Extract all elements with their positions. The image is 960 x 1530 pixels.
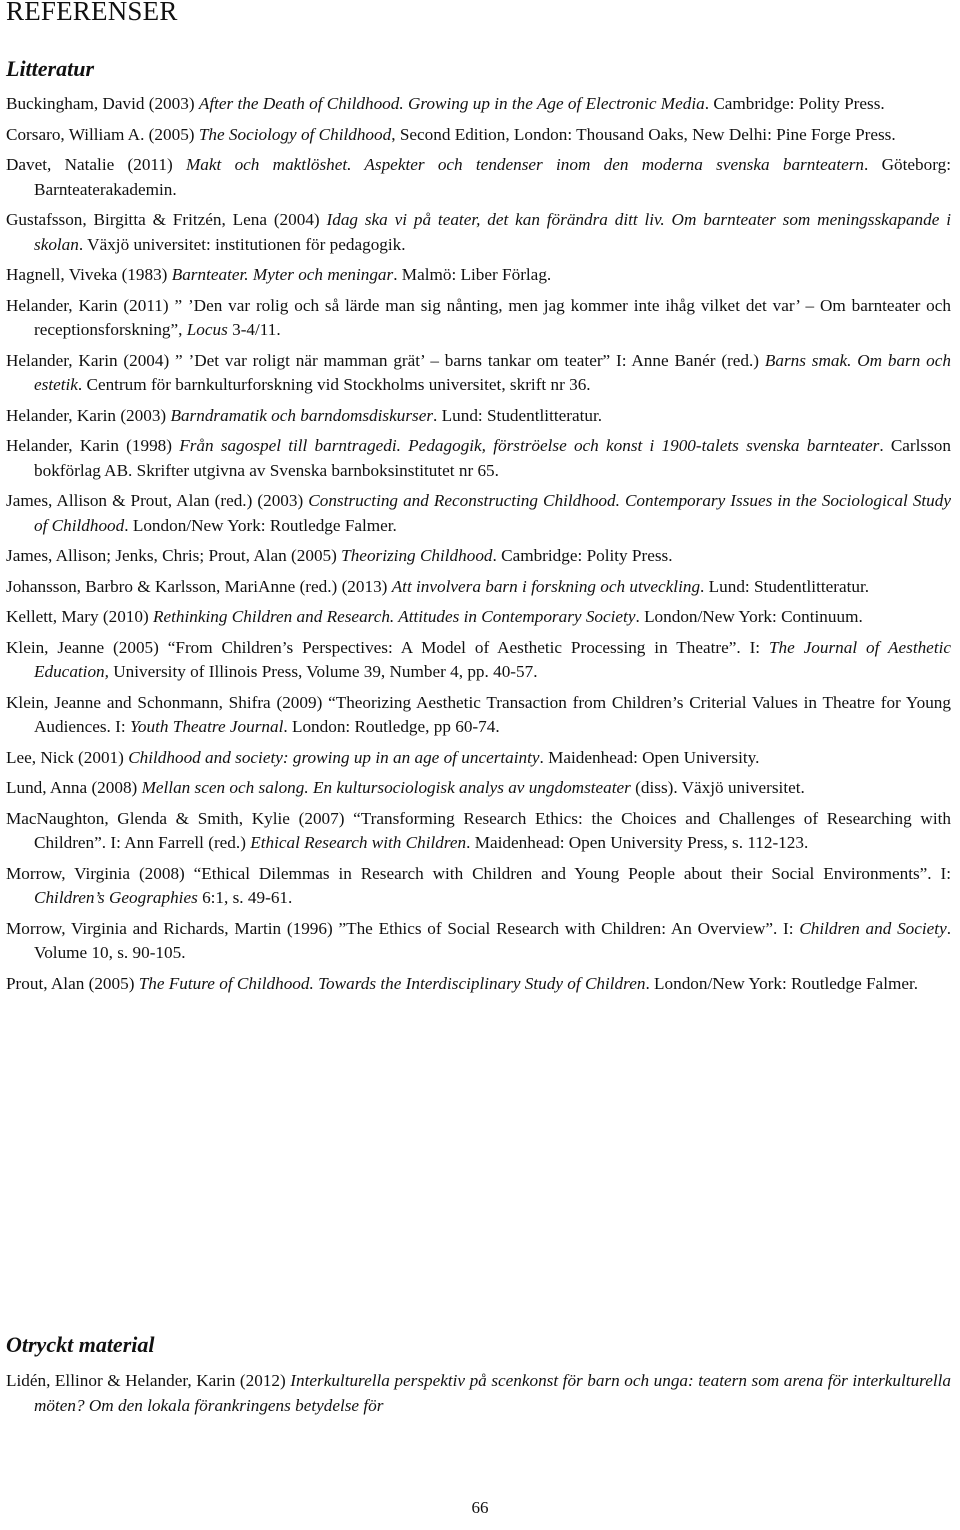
reference-entry	[6, 776, 951, 801]
reference-title-segment: The Sociology of Childhood	[198, 124, 392, 144]
reference-text-segment: Lidén, Ellinor & Helander, Karin (2012)	[6, 1371, 291, 1390]
reference-text-segment: Hagnell, Viveka (1983)	[6, 265, 172, 284]
reference-entry	[6, 605, 951, 630]
reference-entry	[6, 636, 951, 685]
reference-title-segment: The Future of Childhood. Towards the Interdisciplinary Study of Children	[138, 973, 646, 993]
reference-title-segment: Från sagospel till barntragedi. Pedagogik, förströelse och konst i 1900-talets svenska barnteater	[179, 436, 880, 455]
reference-entry	[6, 862, 951, 911]
reference-text-segment: . Maidenhead: Open University Press, s. 112-123.	[466, 833, 809, 852]
reference-text-segment: Johansson, Barbro & Karlsson, MariAnne (red.) (2013)	[6, 576, 392, 596]
reference-text-segment: Klein, Jeanne and Schonmann, Shifra (2009) “Theorizing Aesthetic Transaction from Children’s Criterial Values in Theatre for Young Audiences. I:	[6, 692, 951, 736]
reference-text-segment: Helander, Karin (2003)	[6, 405, 171, 425]
reference-entry	[6, 807, 951, 856]
reference-text-segment: . Cambridge: Polity Press.	[704, 94, 885, 113]
page-title: REFERENSER	[6, 0, 178, 26]
reference-title-segment: Constructing and Reconstructing Childhood. Contemporary Issues in the Sociological Study of Childhood	[34, 491, 951, 535]
reference-title-segment: Barnteater. Myter och meningar	[171, 265, 394, 284]
reference-title-segment: The Journal of Aesthetic Education,	[34, 637, 951, 681]
reference-text-segment: Helander, Karin (2004) ” ’Det var roligt när mamman grät’ – barns tankar om teater” I: Anne Banér (red.)	[6, 350, 765, 370]
reference-title-segment: Interkulturella perspektiv på scenkonst för barn och unga: teatern som arena för interkulturella möten? Om den lokala förankringens betydelse för	[34, 1371, 951, 1415]
reference-text-segment: . London/New York: Continuum.	[635, 607, 863, 626]
reference-text-segment: Corsaro, William A. (2005)	[6, 124, 199, 144]
reference-text-segment: Lund, Anna (2008)	[6, 778, 142, 797]
reference-text-segment: . Växjö universitet: institutionen för pedagogik.	[78, 234, 406, 254]
reference-entry	[6, 972, 951, 997]
reference-entry	[6, 489, 951, 538]
reference-entry	[6, 92, 951, 117]
reference-title-segment: Youth Theatre Journal	[129, 717, 284, 736]
reference-entry	[6, 208, 951, 257]
reference-text-segment: (diss). Växjö universitet.	[630, 778, 805, 797]
reference-entry	[6, 544, 951, 569]
reference-title-segment: Att involvera barn i forskning och utveckling	[391, 576, 701, 596]
reference-title-segment: Children’s Geographies	[34, 888, 198, 907]
reference-title-segment: After the Death of Childhood. Growing up in the Age of Electronic Media	[198, 94, 705, 113]
reference-text-segment: Buckingham, David (2003)	[6, 94, 199, 113]
reference-text-segment: Lee, Nick (2001)	[6, 747, 129, 767]
reference-title-segment: Mellan scen och salong. En kultursociologisk analys av ungdomsteater	[141, 778, 631, 797]
reference-text-segment: MacNaughton, Glenda & Smith, Kylie (2007) “Transforming Research Ethics: the Choices and Challenges of Researching with Children”. I: Ann Farrell (red.)	[6, 808, 951, 852]
reference-text-segment: . London: Routledge, pp 60-74.	[283, 717, 500, 736]
reference-entry	[6, 575, 951, 600]
reference-text-segment: Klein, Jeanne (2005) “From Children’s Perspectives: A Model of Aesthetic Processing in Theatre”. I:	[6, 637, 769, 657]
reference-text-segment: James, Allison & Prout, Alan (red.) (2003)	[6, 491, 309, 510]
reference-title-segment: Rethinking Children and Research. Attitudes in Contemporary Society	[153, 607, 636, 626]
reference-text-segment: Davet, Natalie (2011)	[6, 155, 186, 174]
reference-entry	[6, 294, 951, 343]
reference-text-segment: Prout, Alan (2005)	[6, 973, 139, 993]
reference-title-segment: Locus	[186, 320, 228, 339]
reference-entry	[6, 1369, 951, 1418]
reference-text-segment: . Malmö: Liber Förlag.	[393, 265, 552, 284]
reference-entry	[6, 746, 951, 771]
reference-text-segment: . Göteborg: Barnteaterakademin.	[34, 155, 951, 199]
reference-text-segment: Helander, Karin (2011) ” ’Den var rolig och så lärde man sig nånting, men jag kommer inte ihåg vilket det var’ – Om barnteater och receptionsforskning”,	[6, 295, 951, 339]
reference-list-otryckt	[6, 1369, 951, 1424]
reference-text-segment: . Centrum för barnkulturforskning vid Stockholms universitet, skrift nr 36.	[77, 375, 591, 394]
reference-text-segment: Gustafsson, Birgitta & Fritzén, Lena (2004)	[6, 210, 327, 229]
reference-text-segment: , Second Edition, London: Thousand Oaks, New Delhi: Pine Forge Press.	[391, 124, 896, 144]
reference-list-litteratur	[6, 92, 951, 1002]
reference-text-segment: Morrow, Virginia and Richards, Martin (1996) ”The Ethics of Social Research with Children: An Overview”. I:	[6, 918, 800, 938]
reference-title-segment: Barndramatik och barndomsdiskurser	[170, 405, 434, 425]
reference-entry	[6, 123, 951, 148]
reference-entry	[6, 404, 951, 429]
reference-title-segment: Childhood and society: growing up in an age of uncertainty	[128, 747, 540, 767]
reference-title-segment: Makt och maktlöshet. Aspekter och tendenser inom den moderna svenska barnteatern	[185, 155, 865, 174]
reference-text-segment: Helander, Karin (1998)	[6, 436, 180, 455]
reference-text-segment: Morrow, Virginia (2008) “Ethical Dilemmas in Research with Children and Young People about their Social Environments”. I:	[6, 863, 951, 883]
reference-title-segment: Barns smak. Om barn och estetik	[34, 350, 951, 394]
reference-title-segment: Children and Society	[799, 918, 947, 938]
reference-text-segment: 3-4/11.	[227, 320, 281, 339]
reference-entry	[6, 691, 951, 740]
reference-entry	[6, 263, 951, 288]
reference-text-segment: . Lund: Studentlitteratur.	[700, 576, 870, 596]
reference-text-segment: . Cambridge: Polity Press.	[492, 546, 673, 565]
reference-text-segment: . Carlsson bokförlag AB. Skrifter utgivna av Svenska barnboksinstitutet nr 65.	[34, 436, 951, 480]
reference-text-segment: . London/New York: Routledge Falmer.	[645, 973, 919, 993]
section-heading-otryckt: Otryckt material	[6, 1332, 155, 1357]
reference-text-segment: University of Illinois Press, Volume 39, Number 4, pp. 40-57.	[108, 662, 538, 681]
reference-title-segment: Ethical Research with Children	[250, 833, 467, 852]
section-heading-litteratur: Litteratur	[6, 56, 95, 81]
reference-text-segment: James, Allison; Jenks, Chris; Prout, Alan (2005)	[6, 546, 342, 565]
reference-entry	[6, 434, 951, 483]
reference-text-segment: Kellett, Mary (2010)	[6, 607, 154, 626]
reference-text-segment: . Lund: Studentlitteratur.	[433, 405, 603, 425]
reference-title-segment: Theorizing Childhood	[341, 546, 493, 565]
reference-entry	[6, 349, 951, 398]
reference-title-segment: Idag ska vi på teater, det kan förändra ditt liv. Om barnteater som meningsskapande i skolan	[34, 210, 952, 254]
page-number: 66	[471, 1498, 489, 1517]
reference-entry	[6, 153, 951, 202]
reference-text-segment: . Maidenhead: Open University.	[539, 747, 760, 767]
reference-text-segment: 6:1, s. 49-61.	[197, 888, 293, 907]
reference-text-segment: . London/New York: Routledge Falmer.	[124, 515, 397, 535]
reference-entry	[6, 917, 951, 966]
reference-text-segment: . Volume 10, s. 90-105.	[34, 918, 951, 962]
